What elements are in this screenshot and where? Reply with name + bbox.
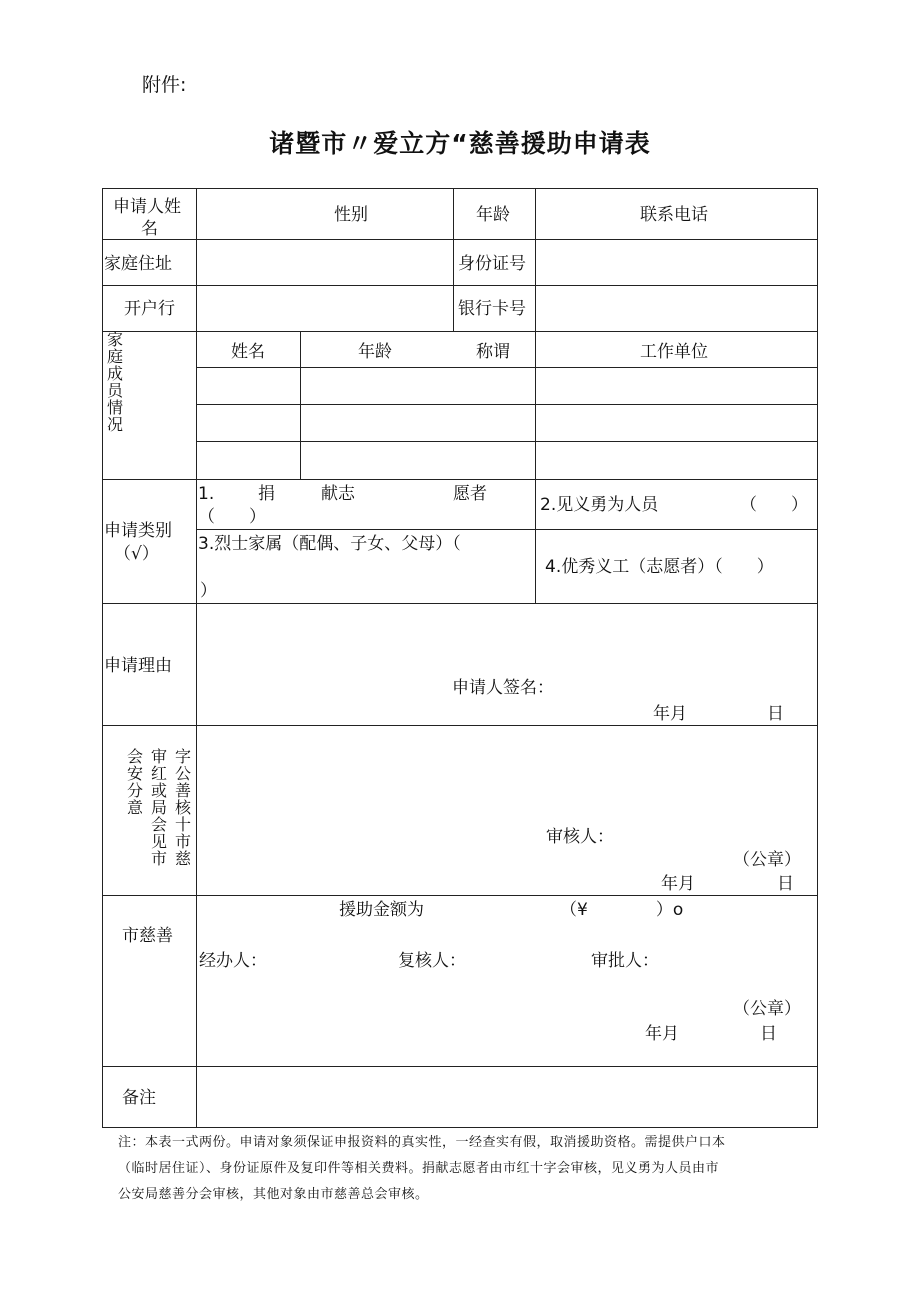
applicant-name-label: 申请人姓 — [113, 197, 181, 217]
family-members-label: 家庭成员情况 — [106, 330, 123, 434]
family-col-relation: 称谓 — [476, 342, 510, 362]
bank-field[interactable] — [197, 286, 453, 331]
option-text: 愿者 — [453, 484, 487, 504]
charity-seal: （公章） — [733, 999, 801, 1019]
applicant-name-label-cont: 名 — [141, 219, 158, 239]
rechecker-label: 复核人： — [398, 951, 466, 971]
review-seal: （公章） — [733, 850, 801, 870]
grid-line — [817, 188, 818, 1128]
gender-label: 性别 — [334, 205, 368, 225]
attachment-label: 附件: — [142, 74, 187, 96]
review-label-col1: 字公善核十市慈 — [174, 747, 191, 868]
grid-line — [300, 331, 301, 479]
grid-line — [453, 188, 454, 331]
form-title: 诸暨市〃爱立方“慈善援助申请表 — [269, 129, 651, 158]
grid-line — [535, 479, 536, 603]
category-check-hint: （√） — [114, 544, 159, 564]
note-line-2: （临时居住证）、身份证原件及复印件等相关费料。捐献志愿者由市红十字会审核，见义勇为人员由市 — [118, 1161, 720, 1176]
charity-date-year-month: 年月 — [645, 1024, 679, 1044]
note-line-3: 公安局慈善分会审核，其他对象由市慈善总会审核。 — [118, 1187, 429, 1202]
review-date-day: 日 — [777, 874, 794, 894]
review-label-col2: 审红或局会见市 — [150, 747, 167, 868]
option-checkbox[interactable]: （ ） — [740, 495, 808, 515]
age-label: 年龄 — [476, 205, 510, 225]
family-col-age: 年龄 — [358, 342, 392, 362]
reason-label: 申请理由 — [104, 656, 172, 676]
grid-line — [102, 331, 818, 332]
category-label: 申请类别 — [104, 521, 172, 541]
option-text: 捐 — [258, 484, 275, 504]
grid-line — [196, 404, 818, 405]
remark-field[interactable] — [197, 1067, 817, 1127]
grid-line — [196, 529, 818, 530]
grid-line — [102, 725, 818, 726]
grid-line — [535, 331, 536, 479]
grid-line — [102, 1127, 818, 1128]
card-number-label: 银行卡号 — [458, 299, 526, 319]
grid-line — [196, 367, 818, 368]
review-date-year-month: 年月 — [661, 874, 695, 894]
approver-label: 审批人： — [591, 951, 659, 971]
option-checkbox[interactable]: （ ） — [198, 507, 266, 527]
applicant-signature-label: 申请人签名： — [452, 678, 554, 698]
option-number: 1. — [198, 484, 215, 504]
grid-line — [102, 188, 103, 1128]
note-line-1: 注：本表一式两份。申请对象须保证申报资料的真实性，一经查实有假，取消援助资格。需提供户口本 — [118, 1135, 726, 1150]
remark-label: 备注 — [122, 1088, 156, 1108]
option-checkbox-close: ） — [200, 581, 217, 601]
review-label-col3: 会安分意 — [126, 747, 143, 817]
reviewer-label: 审核人： — [546, 827, 614, 847]
option-text: 4.优秀义工（志愿者）（ ） — [545, 557, 774, 577]
home-address-field[interactable] — [197, 240, 453, 285]
family-col-work: 工作单位 — [640, 342, 708, 362]
home-address-label: 家庭住址 — [104, 254, 172, 274]
reason-date-year-month: 年月 — [653, 704, 687, 724]
charity-label: 市慈善 — [122, 926, 173, 946]
phone-label: 联系电话 — [640, 205, 708, 225]
aid-amount-label: 援助金额为 — [339, 900, 424, 920]
option-text: 3.烈士家属（配偶、子女、父母）（ — [198, 534, 461, 554]
grid-line — [102, 895, 818, 896]
reason-field[interactable] — [197, 604, 817, 674]
card-number-field[interactable] — [536, 286, 817, 331]
bank-label: 开户行 — [124, 299, 175, 319]
family-col-name: 姓名 — [231, 342, 265, 362]
id-number-field[interactable] — [536, 240, 817, 285]
reason-date-day: 日 — [767, 704, 784, 724]
id-number-label: 身份证号 — [458, 254, 526, 274]
option-text: 2.见义勇为人员 — [540, 495, 659, 515]
grid-line — [102, 188, 818, 189]
aid-amount-field[interactable]: （¥ ）o — [560, 900, 684, 920]
charity-date-day: 日 — [760, 1024, 777, 1044]
option-text: 献志 — [321, 484, 355, 504]
grid-line — [102, 479, 818, 480]
handler-label: 经办人： — [199, 951, 267, 971]
grid-line — [196, 441, 818, 442]
